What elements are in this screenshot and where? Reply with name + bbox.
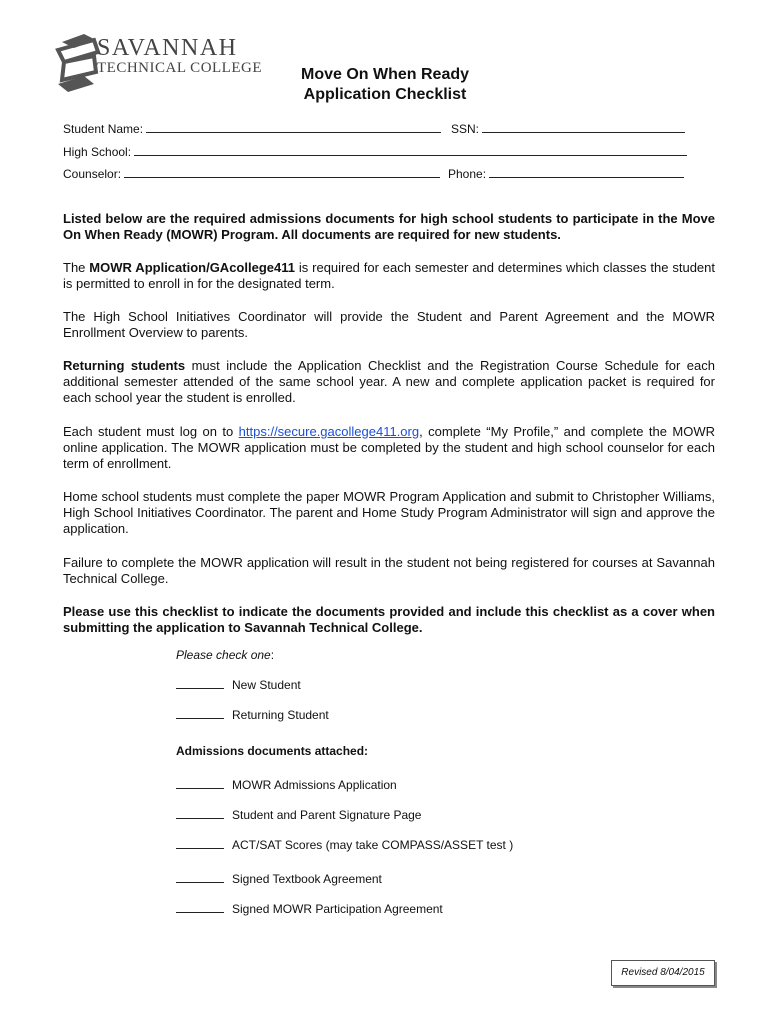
ssn-line[interactable] — [482, 122, 685, 133]
checkbox-blank[interactable] — [176, 708, 224, 719]
checkbox-blank[interactable] — [176, 678, 224, 689]
document-label: Signed MOWR Participation Agreement — [232, 902, 443, 916]
failure-paragraph: Failure to complete the MOWR application will result in the student not being registered for courses at Savannah Technical College. — [63, 555, 715, 586]
option-returning-student[interactable] — [176, 708, 329, 722]
option-new-student[interactable] — [176, 678, 301, 692]
ssn-field[interactable] — [451, 122, 685, 136]
checkbox-blank[interactable] — [176, 838, 224, 849]
counselor-label: Counselor: — [63, 167, 122, 181]
checkbox-blank[interactable] — [176, 808, 224, 819]
p1-rest: is required for each semester and determines which classes the student is permitted to enroll in for the designated term. — [63, 260, 715, 291]
checkbox-blank[interactable] — [176, 778, 224, 789]
option-label: New Student — [232, 678, 301, 692]
document-label: MOWR Admissions Application — [232, 778, 397, 792]
documents-heading: Admissions documents attached: — [176, 744, 369, 758]
checkbox-blank[interactable] — [176, 902, 224, 913]
counselor-field[interactable] — [63, 167, 440, 181]
ssn-label: SSN: — [451, 122, 480, 136]
page-subtitle: Application Checklist — [303, 86, 467, 103]
check-one-text: Please check one — [176, 648, 271, 662]
document-item[interactable] — [176, 838, 513, 852]
counselor-line[interactable] — [124, 167, 440, 178]
p4-rest: , complete “My Profile,” and complete the MOWR online application. The MOWR application must be completed by the student and high school counselor for each term of enrollment. — [63, 424, 715, 471]
check-one-label — [176, 648, 274, 662]
log-on-paragraph — [63, 424, 715, 472]
logo-name-line1: SAVANNAH — [97, 35, 238, 61]
p1-bold: MOWR Application/GAcollege411 — [89, 260, 295, 275]
document-item[interactable] — [176, 778, 397, 792]
student-name-label: Student Name: — [63, 122, 144, 136]
document-item[interactable] — [176, 902, 443, 916]
coordinator-paragraph: The High School Initiatives Coordinator will provide the Student and Parent Agreement and the MOWR Enrollment Overview to parents. — [63, 309, 715, 340]
home-school-paragraph: Home school students must complete the paper MOWR Program Application and submit to Christopher Williams, High School Initiatives Coordinator. The parent and Home Study Program Administrator will sign and approve the application. — [63, 489, 715, 536]
p4-prefix: Each student must log on to — [63, 424, 239, 439]
p3-rest: must include the Application Checklist and the Registration Course Schedule for each additional semester attended of the same school year. A new and complete application packet is required for each school year the student is enrolled. — [63, 358, 715, 405]
checklist-instruction-paragraph: Please use this checklist to indicate the documents provided and include this checklist as a cover when submitting the application to Savannah Technical College. — [63, 604, 715, 635]
mowr-application-paragraph — [63, 260, 715, 292]
gacollege411-link[interactable]: https://secure.gacollege411.org — [238, 424, 420, 439]
intro-paragraph: Listed below are the required admissions documents for high school students to participate in the Move On When Ready (MOWR) Program. All documents are required for new students. — [63, 211, 715, 242]
student-name-field[interactable] — [63, 122, 441, 136]
phone-label: Phone: — [448, 167, 487, 181]
checkbox-blank[interactable] — [176, 872, 224, 883]
logo-name-line2: TECHNICAL COLLEGE — [97, 60, 263, 76]
document-item[interactable] — [176, 872, 382, 886]
high-school-line[interactable] — [134, 145, 687, 156]
p3-bold: Returning students — [63, 358, 186, 373]
document-item[interactable] — [176, 808, 421, 822]
document-label: ACT/SAT Scores (may take COMPASS/ASSET test ) — [232, 838, 514, 852]
returning-students-paragraph — [63, 358, 715, 406]
student-name-line[interactable] — [146, 122, 441, 133]
high-school-label: High School: — [63, 145, 132, 159]
p1-prefix: The — [63, 260, 90, 275]
document-label: Student and Parent Signature Page — [232, 808, 422, 822]
revised-date-box: Revised 8/04/2015 — [611, 960, 715, 986]
option-label: Returning Student — [232, 708, 329, 722]
phone-line[interactable] — [489, 167, 684, 178]
high-school-field[interactable] — [63, 145, 687, 159]
check-one-colon: : — [270, 648, 275, 662]
page-title: Move On When Ready — [300, 66, 470, 83]
document-label: Signed Textbook Agreement — [232, 872, 382, 886]
phone-field[interactable] — [448, 167, 684, 181]
